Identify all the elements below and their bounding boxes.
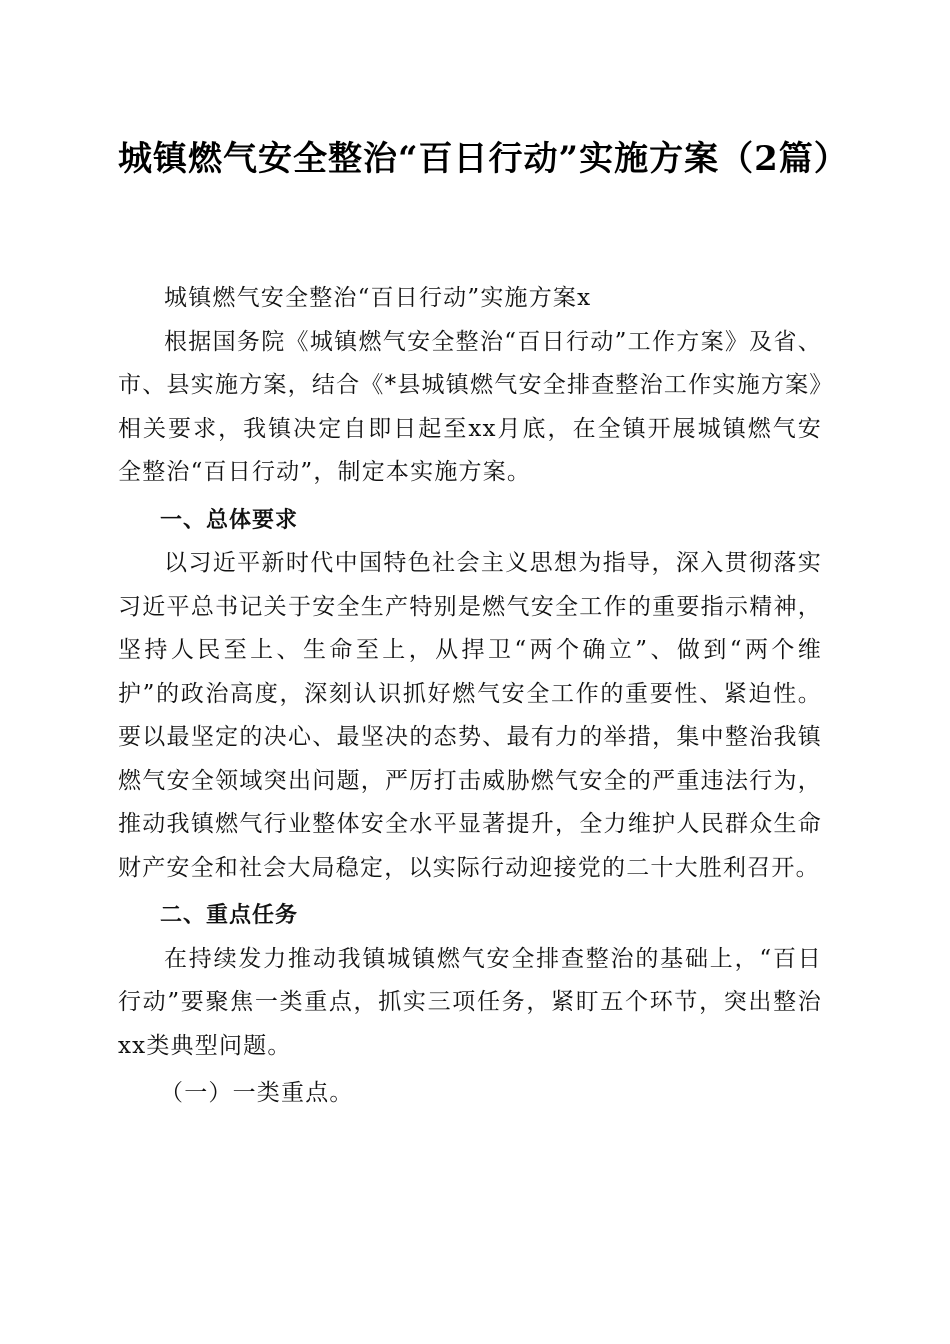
subsection-heading-one-focus: （一）一类重点。 <box>160 1080 354 1106</box>
general-requirements-paragraph: 以习近平新时代中国特色社会主义思想为指导，深入贯彻落实习近平总书记关于安全生产特别是燃气安全工作的重要指示精神，坚持人民至上、生命至上，从捍卫“两个确立”、做到“两个维护”的政治高度，深刻认识抓好燃气安全工作的重要性、紧迫性。要以最坚定的决心、最坚决的态势、最有力的举措，集中整治我镇燃气安全领域突出问题，严厉打击威胁燃气安全的严重违法行为，推动我镇燃气行业整体安全水平显著提升，全力维护人民群众生命财产安全和社会大局稳定，以实际行动迎接党的二十大胜利召开。 <box>118 550 822 881</box>
document-title: 城镇燃气安全整治“百日行动”实施方案（2篇） <box>118 139 849 179</box>
section-heading-key-tasks: 二、重点任务 <box>160 903 299 928</box>
section-heading-general-requirements: 一、总体要求 <box>160 507 299 533</box>
key-tasks-paragraph: 在持续发力推动我镇城镇燃气安全排查整治的基础上，“百日行动”要聚焦一类重点，抓实三项任务，紧盯五个环节，突出整治xx类典型问题。 <box>118 945 822 1059</box>
document-body <box>118 277 822 1118</box>
intro-paragraph: 根据国务院《城镇燃气安全整治“百日行动”工作方案》及省、市、县实施方案，结合《*县城镇燃气安全排查整治工作实施方案》相关要求，我镇决定自即日起至xx月底，在全镇开展城镇燃气安全整治“百日行动”，制定本实施方案。 <box>118 328 822 485</box>
document-subtitle: 城镇燃气安全整治“百日行动”实施方案x <box>164 285 592 311</box>
